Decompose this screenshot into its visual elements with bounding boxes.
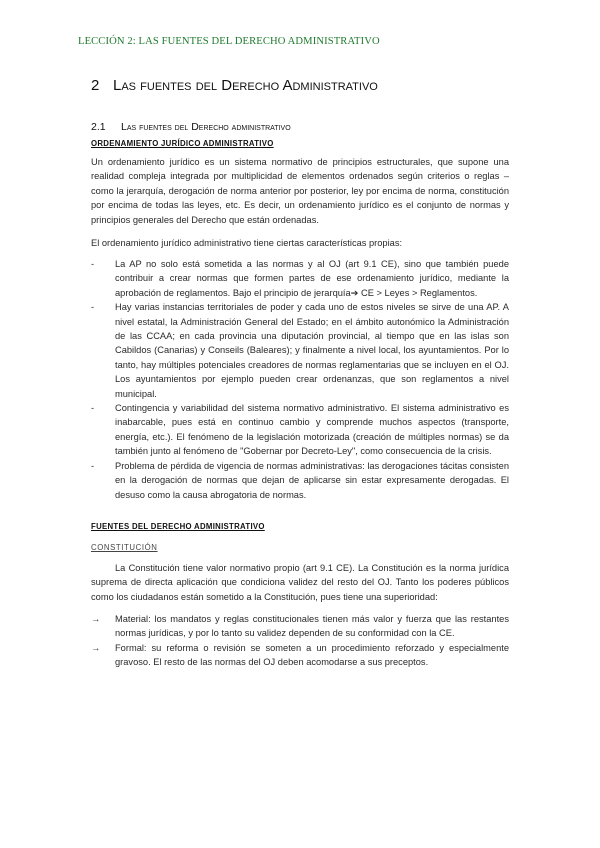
arrow-right-icon: → bbox=[91, 614, 101, 624]
superioridad-list bbox=[91, 612, 509, 670]
chapter-heading bbox=[91, 77, 378, 94]
list-item-text: Material: los mandatos y reglas constitucionales tienen más valor y fuerza que las restantes normas jurídicas, y por lo tanto su validez dependen de su conformidad con la CE. bbox=[115, 614, 509, 639]
list-item bbox=[91, 641, 509, 670]
list-item-text: Contingencia y variabilidad del sistema normativo administrativo. El sistema administrativo es inabarcable, pues está en continuo cambio y comprende muchos aspectos (transporte, energía, etc.). El fenómeno de la legislación motorizada (creación de múltiples normas) se da también junto al fenómeno de "Gobernar por Decreto-Ley", como consecuencia de la crisis. bbox=[115, 403, 509, 457]
arrow-right-icon: → bbox=[91, 642, 101, 653]
ordenamiento-paragraph-2: El ordenamiento jurídico administrativo tiene ciertas características propias: bbox=[91, 238, 403, 248]
constitucion-heading: CONSTITUCIÓN bbox=[91, 543, 158, 552]
ordenamiento-paragraph-1: Un ordenamiento jurídico es un sistema normativo de principios estructurales, que supone una realidad compleja integrada por multiplicidad de elementos ordenados según criterios o reglas – como la jerarquía, derogación de norma anterior por posterior, ley por encima de norma, constitución por encima de todas las leyes, etc. Es decir, un ordenamiento jurídico es el conjunto de normas y principios generales del Derecho que están ordenadas. bbox=[91, 157, 509, 225]
list-item bbox=[91, 401, 509, 459]
constitucion-paragraph: La Constitución tiene valor normativo propio (art 9.1 CE). La Constitución es la norma jurídica suprema de directa aplicación que condiciona validez del resto del OJ. Tanto los poderes públicos como los ciudadanos están sometido a la Constitución, pues tiene una superioridad: bbox=[91, 563, 509, 602]
ordenamiento-heading: ORDENAMIENTO JURÍDICO ADMINISTRATIVO bbox=[91, 139, 274, 148]
list-item bbox=[91, 459, 509, 502]
characteristics-list bbox=[91, 257, 509, 502]
chapter-title: Las fuentes del Derecho Administrativo bbox=[113, 77, 378, 94]
dash-bullet: - bbox=[91, 460, 95, 471]
fuentes-heading: FUENTES DEL DERECHO ADMINISTRATIVO bbox=[91, 522, 265, 531]
list-item-text: Hay varias instancias territoriales de poder y cada uno de estos niveles se sirve de una AP. A nivel estatal, la Administración General del Estado; en el ámbito autonómico la Administración de las CCAA; en cada provincia una diputación provincial, al tiempo que en las islas son Cabildos (Canarias) y Conseils (Baleares); y finalmente a nivel local, los ayuntamientos. Por lo tanto, hay múltiples potenciales creadores de normas reglamentarias que se incluyen en el OJ. Los ayuntamientos por ejemplo pueden crear ordenanzas, que son reglamentos a nivel municipal. bbox=[115, 302, 509, 399]
dash-bullet: - bbox=[91, 403, 95, 414]
list-item-text: Problema de pérdida de vigencia de normas administrativas: las derogaciones tácitas consisten en la derogación de normas que dejan de aplicarse sin estar expresamente derogadas. El desuso como la causa abrogatoria de normas. bbox=[115, 460, 509, 500]
dash-bullet: - bbox=[91, 259, 95, 269]
list-item-text: La AP no solo está sometida a las normas y al OJ (art 9.1 CE), sino que también puede contribuir a crear normas que formen partes de ese ordenamiento jurídico, mediante la aprobación de reglamentos. Bajo el principio de jerarquía➔ CE > Leyes > Reglamentos. bbox=[115, 259, 509, 298]
running-header: LECCIÓN 2: LAS FUENTES DEL DERECHO ADMINISTRATIVO bbox=[78, 36, 380, 47]
list-item bbox=[91, 612, 509, 641]
section-number: 2.1 bbox=[91, 121, 106, 133]
section-heading bbox=[91, 121, 291, 133]
list-item-text: Formal: su reforma o revisión se someten a un procedimiento reforzado y especialmente gravoso. El resto de las normas del OJ deben acomodarse a sus preceptos. bbox=[115, 642, 509, 668]
dash-bullet: - bbox=[91, 302, 95, 313]
chapter-number: 2 bbox=[91, 77, 100, 94]
list-item bbox=[91, 300, 509, 401]
section-title: Las fuentes del Derecho administrativo bbox=[121, 121, 291, 133]
list-item bbox=[91, 257, 509, 300]
